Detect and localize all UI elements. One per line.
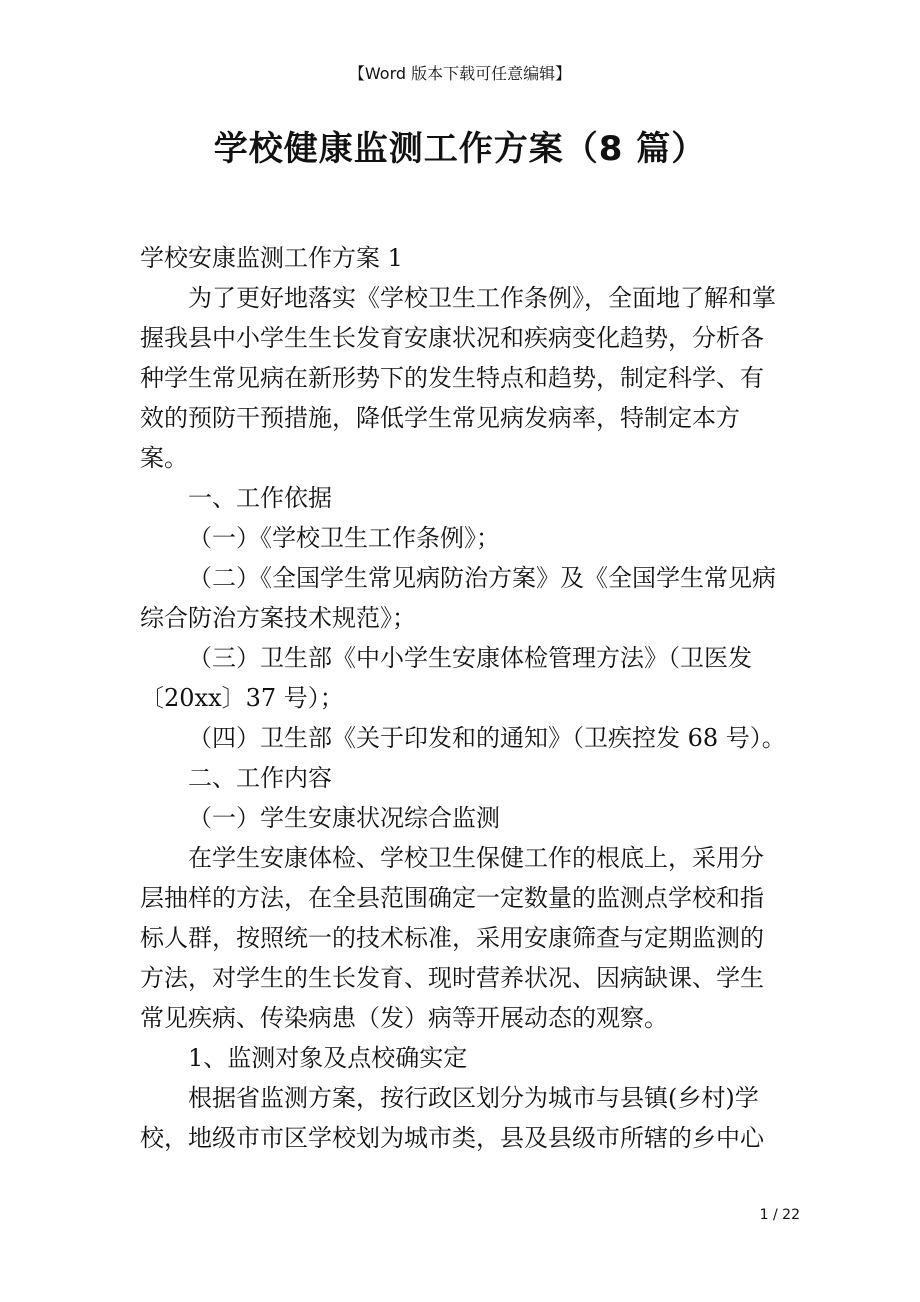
header-note: 【Word 版本下载可任意编辑】	[348, 64, 572, 83]
subitem-1-heading: 1、监测对象及点校确实定	[188, 1044, 468, 1072]
part2-heading: 二、工作内容	[188, 764, 332, 792]
basis-item-3: （三）卫生部《中小学生安康体检管理方法》（卫医发〔20xx〕37 号）；	[140, 644, 752, 712]
document-body	[140, 238, 786, 1158]
section-heading: 学校安康监测工作方案 1	[140, 244, 403, 272]
subitem-1-paragraph: 根据省监测方案，按行政区划分为城市与县镇(乡村)学校，地级市市区学校划为城市类，县及县级市所辖的乡中心	[140, 1084, 764, 1152]
part1-heading: 一、工作依据	[188, 484, 332, 512]
basis-item-2: （二）《全国学生常见病防治方案》及《全国学生常见病综合防治方案技术规范》；	[140, 564, 776, 632]
basis-item-1: （一）《学校卫生工作条例》；	[188, 524, 500, 552]
intro-paragraph: 为了更好地落实《学校卫生工作条例》，全面地了解和掌握我县中小学生生长发育安康状况和疾病变化趋势，分析各种学生常见病在新形势下的发生特点和趋势，制定科学、有效的预防干预措施，降低学生常见病发病率，特制定本方案。	[140, 284, 776, 472]
page-number: 1 / 22	[759, 1207, 800, 1223]
content-1-paragraph: 在学生安康体检、学校卫生保健工作的根底上，采用分层抽样的方法，在全县范围确定一定数量的监测点学校和指标人群，按照统一的技术标准，采用安康筛查与定期监测的方法，对学生的生长发育、现时营养状况、因病缺课、学生常见疾病、传染病患（发）病等开展动态的观察。	[140, 844, 764, 1032]
basis-item-4: （四）卫生部《关于印发和的通知》（卫疾控发 68 号）。	[188, 724, 786, 752]
content-1-heading: （一）学生安康状况综合监测	[188, 804, 500, 832]
document-title: 学校健康监测工作方案（8 篇）	[213, 129, 707, 169]
